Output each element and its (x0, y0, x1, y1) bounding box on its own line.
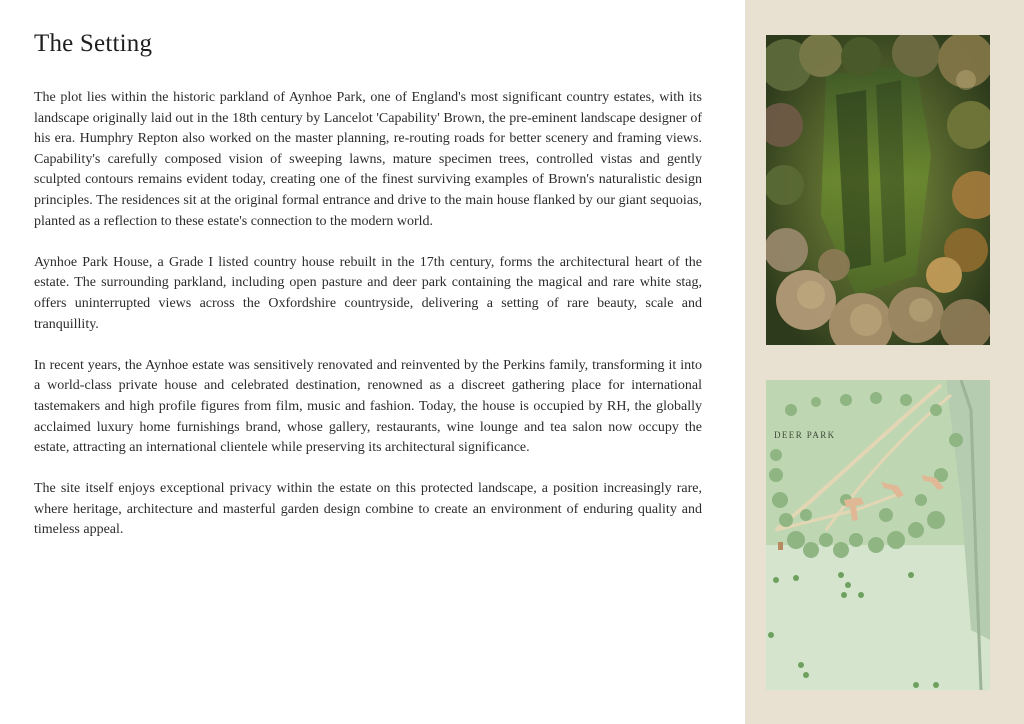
page-title: The Setting (34, 30, 153, 57)
paragraph-4: The site itself enjoys exceptional privacy within the estate on this protected landscape, a position increasingly rare, where heritage, architecture and masterful garden design combine to create an environment of enduring quality and timeless appeal. (34, 481, 702, 538)
paragraph-1: The plot lies within the historic parkland of Aynhoe Park, one of England's most significant country estates, with its landscape originally laid out in the 18th century by Lancelot 'Capability' Brown, the pre-eminent landscape designer of his era. Humphry Repton also worked on the master planning, re-routing roads for better scenery and framing views. Capability's carefully composed vision of sweeping lawns, mature specimen trees, controlled vistas and gently sculpted contours remains evident today, creating one of the finest surviving examples of Brown's naturalistic design principles. The residences sit at the original formal entrance and drive to the main house flanked by our giant sequoias, planted as a reflection to these estate's connection to the modern world. (34, 90, 702, 229)
map-label-deer-park: DEER PARK (774, 430, 836, 440)
paragraph-2: Aynhoe Park House, a Grade I listed country house rebuilt in the 17th century, forms the architectural heart of the estate. The surrounding parkland, including open pasture and deer park containing the magical and rare white stag, offers uninterrupted views across the Oxfordshire countryside, delivering a setting of rare beauty, scale and tranquillity. (34, 254, 702, 332)
aerial-woodland-photo (766, 35, 990, 345)
paragraph-3: In recent years, the Aynhoe estate was sensitively renovated and reinvented by the Perkins family, transforming it into a world-class private house and celebrated destination, renowned as a discreet gathering place for international tastemakers and high profile figures from film, music and fashion. Today, the house is occupied by RH, the globally acclaimed luxury home furnishings brand, whose gallery, restaurants, wine lounge and tea salon now occupy the estate, attracting an international clientele while preserving its architectural significance. (34, 357, 702, 456)
body-text (34, 88, 702, 562)
site-map (766, 380, 990, 690)
